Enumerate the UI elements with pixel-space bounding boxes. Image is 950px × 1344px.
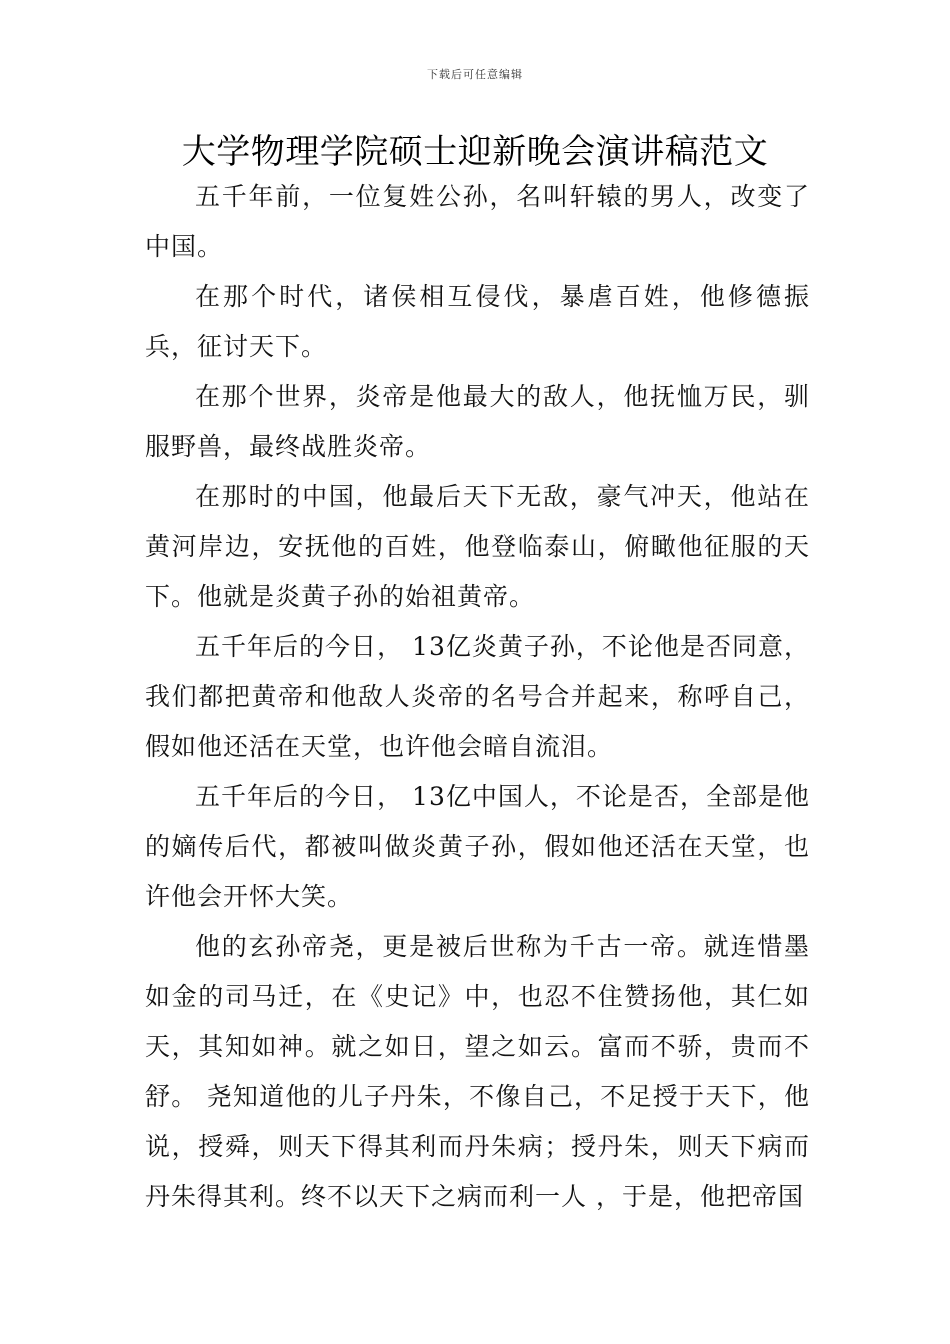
paragraph-7: 他的玄孙帝尧，更是被后世称为千古一帝。就连惜墨如金的司马迁，在《史记》中，也忍不住赞扬他，其仁如天，其知如神。就之如日，望之如云。富而不骄，贵而不舒。 尧知道他的儿子丹朱，不像自己，不足授于天下，他说，授舜，则天下得其利而丹朱病；授丹朱，则天下病而丹朱得其利。终不以天下之病而利一人 ，于是，他把帝国 [145, 932, 810, 1211]
document-title: 大学物理学院硕士迎新晚会演讲稿范文 [181, 132, 769, 172]
paragraph-6: 五千年后的今日， 13亿中国人，不论是否，全部是他的嫡传后代，都被叫做炎黄子孙，假如他还活在天堂，也许他会开怀大笑。 [145, 782, 810, 911]
paragraph-5: 五千年后的今日， 13亿炎黄子孙，不论他是否同意，我们都把黄帝和他敌人炎帝的名号合并起来，称呼自己，假如他还活在天堂，也许他会暗自流泪。 [145, 632, 810, 761]
paragraph-3: 在那个世界，炎帝是他最大的敌人，他抚恤万民，驯服野兽，最终战胜炎帝。 [145, 382, 810, 461]
document-body [145, 172, 810, 1222]
paragraph-2: 在那个时代，诸侯相互侵伐，暴虐百姓，他修德振兵，征讨天下。 [145, 282, 810, 361]
paragraph-1: 五千年前，一位复姓公孙，名叫轩辕的男人，改变了中国。 [145, 182, 810, 261]
page-header-note: 下载后可任意编辑 [427, 68, 523, 81]
paragraph-4: 在那时的中国，他最后天下无敌，豪气冲天，他站在黄河岸边，安抚他的百姓，他登临泰山，俯瞰他征服的天下。他就是炎黄子孙的始祖黄帝。 [145, 482, 810, 611]
